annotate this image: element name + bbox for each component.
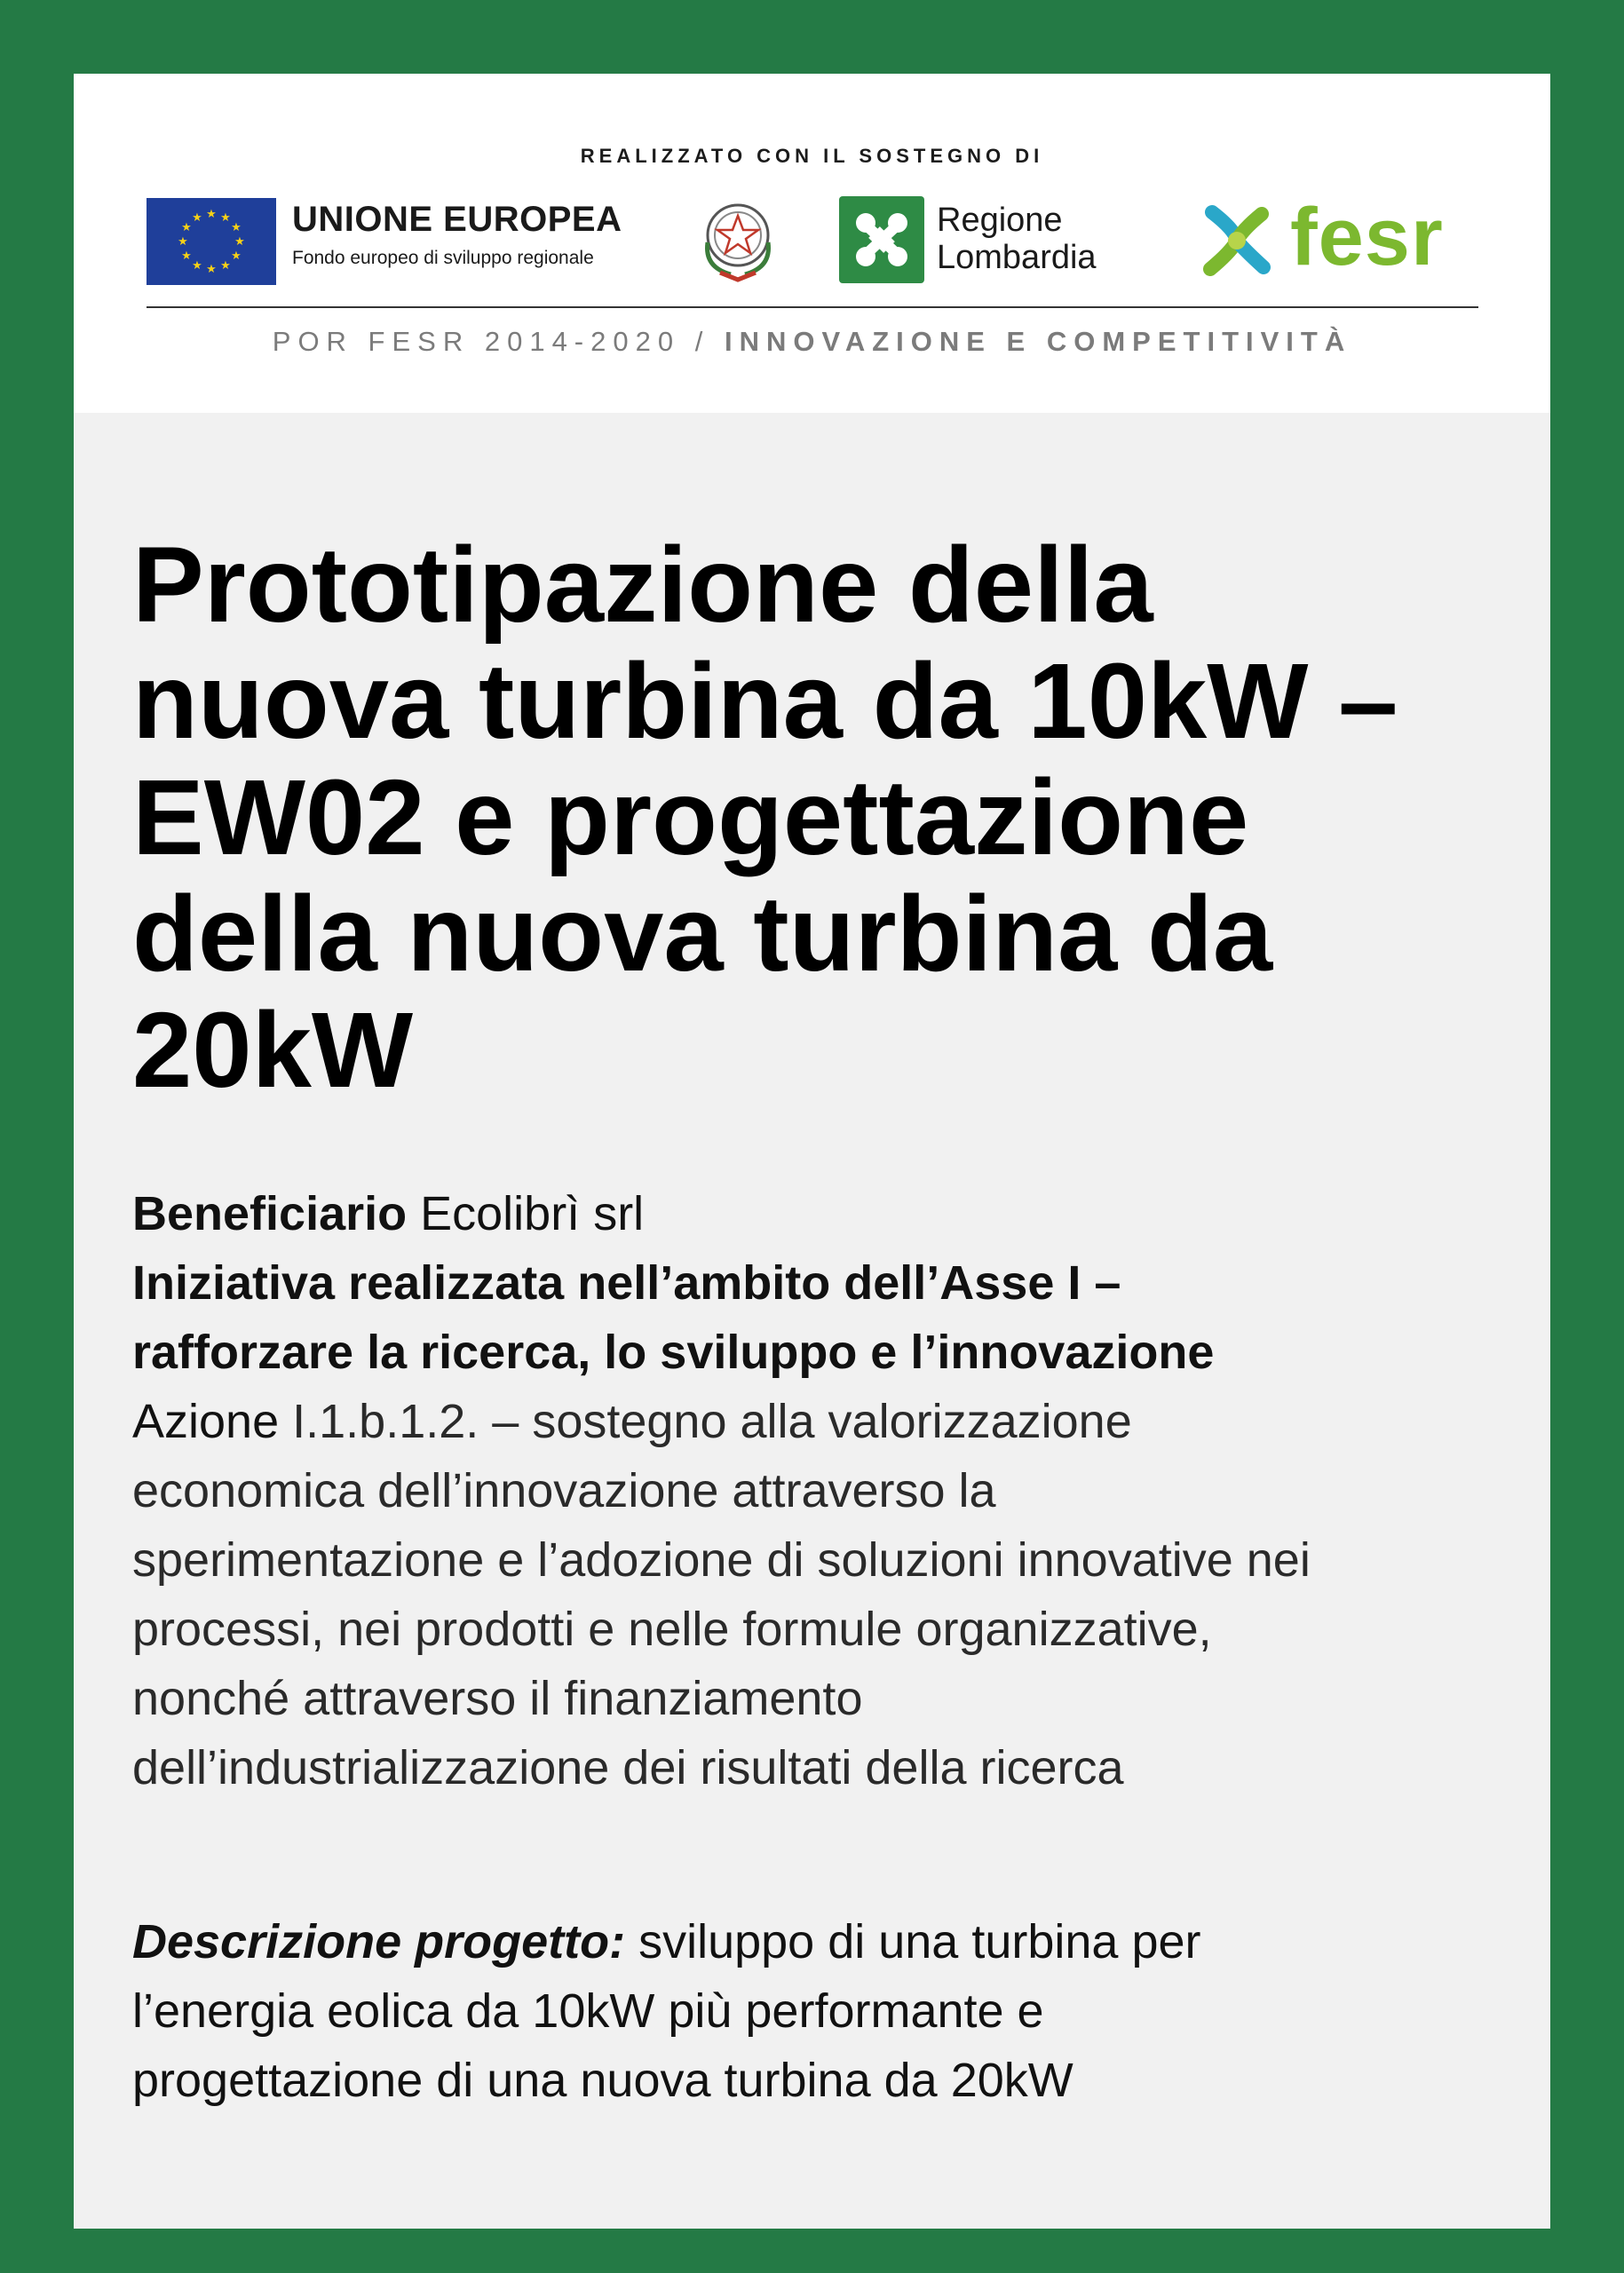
svg-text:★: ★: [234, 235, 245, 249]
eu-flag-icon: [147, 198, 276, 285]
region-name-line1: Regione: [937, 202, 1063, 239]
title-line: della nuova turbina da: [132, 873, 1273, 994]
beneficiary-value: Ecolibrì srl: [420, 1187, 645, 1240]
action-text: sperimentazione e l’adozione di soluzioni innovative nei: [132, 1533, 1311, 1587]
action-text: economica dell’innovazione attraverso la: [132, 1464, 996, 1517]
italian-republic-emblem-icon: [695, 196, 780, 285]
action-text: dell’industrializzazione dei risultati della ricerca: [132, 1741, 1124, 1794]
action-text: I.1.b.1.2. – sostegno alla valorizzazione: [292, 1395, 1132, 1448]
action-text: processi, nei prodotti e nelle formule organizzative,: [132, 1603, 1212, 1656]
description-label: Descrizione progetto:: [132, 1915, 626, 1968]
eu-fund-subtitle: Fondo europeo di sviluppo regionale: [292, 248, 594, 268]
project-description: [132, 1907, 1535, 2115]
regione-lombardia-icon: [839, 196, 924, 283]
fesr-logo-icon: [1192, 194, 1281, 287]
funding-header: [74, 74, 1550, 413]
fesr-wordmark: fesr: [1290, 192, 1444, 282]
beneficiary-label: Beneficiario: [132, 1187, 408, 1240]
svg-text:★: ★: [231, 249, 242, 263]
program-line: [74, 326, 1550, 358]
description-line: [132, 1907, 1535, 1976]
beneficiary-line: [132, 1179, 1535, 1248]
title-line: 20kW: [132, 989, 414, 1110]
project-info: [132, 1179, 1535, 1802]
action-line: [132, 1387, 1535, 1456]
action-text: nonché attraverso il finanziamento: [132, 1672, 863, 1725]
project-title: [132, 524, 1535, 1110]
svg-text:★: ★: [192, 259, 202, 273]
poster: [74, 74, 1550, 2229]
svg-text:★: ★: [181, 249, 192, 263]
action-label: Azione: [132, 1395, 280, 1448]
svg-text:★: ★: [231, 221, 242, 234]
svg-text:★: ★: [178, 235, 188, 249]
svg-text:★: ★: [206, 263, 217, 276]
title-line: nuova turbina da 10kW –: [132, 640, 1398, 761]
eu-name: UNIONE EUROPEA: [292, 200, 622, 239]
description-text: l’energia eolica da 10kW più performante e: [132, 1984, 1044, 2038]
description-text: sviluppo di una turbina per: [638, 1915, 1201, 1968]
svg-text:★: ★: [206, 208, 217, 221]
svg-text:★: ★: [192, 211, 202, 225]
initiative-line: Iniziativa realizzata nell’ambito dell’Asse I –: [132, 1256, 1121, 1310]
logo-strip: [74, 189, 1550, 287]
header-divider: [147, 306, 1478, 308]
title-line: Prototipazione della: [132, 524, 1153, 645]
description-text: progettazione di una nuova turbina da 20kW: [132, 2054, 1073, 2107]
program-name: POR FESR 2014-2020 /: [272, 326, 710, 357]
initiative-line: rafforzare la ricerca, lo sviluppo e l’innovazione: [132, 1326, 1215, 1379]
svg-text:★: ★: [181, 221, 192, 234]
region-name-line2: Lombardia: [937, 239, 1097, 276]
title-line: EW02 e progettazione: [132, 756, 1249, 877]
program-axis: INNOVAZIONE E COMPETITIVITÀ: [724, 326, 1352, 357]
svg-text:★: ★: [220, 211, 231, 225]
svg-text:★: ★: [220, 259, 231, 273]
supported-by-label: REALIZZATO CON IL SOSTEGNO DI: [580, 145, 1044, 167]
